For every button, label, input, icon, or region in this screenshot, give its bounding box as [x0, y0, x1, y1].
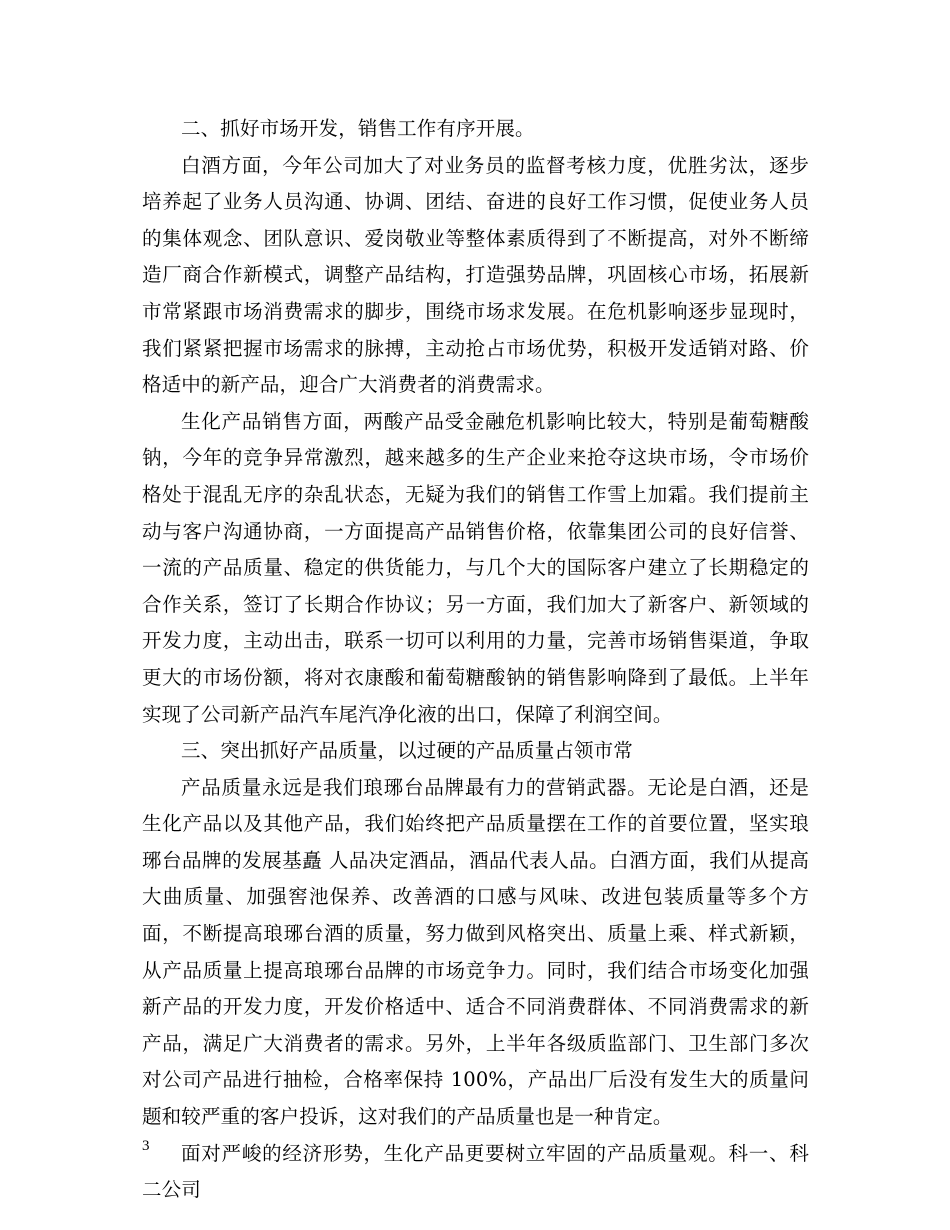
section-heading-quality: 三、突出抓好产品质量，以过硬的产品质量占领市常	[181, 739, 633, 763]
paragraph-biochem-sales: 生化产品销售方面，两酸产品受金融危机影响比较大，特别是葡萄糖酸钠，今年的竞争异常激烈，越来越多的生产企业来抢夺这块市场，令市场价格处于混乱无序的杂乱状态，无疑为我们的销售工作雪上加霜。我们提前主动与客户沟通协商，一方面提高产品销售价格，依靠集团公司的良好信誉、一流的产品质量、稳定的供货能力，与几个大的国际客户建立了长期稳定的合作关系，签订了长期合作协议；另一方面，我们加大了新客户、新领域的开发力度，主动出击，联系一切可以利用的力量，完善市场销售渠道，争取更大的市场份额，将对衣康酸和葡萄糖酸钠的销售影响降到了最低。上半年实现了公司新产品汽车尾汽净化液的出口，保障了利润空间。	[142, 409, 809, 726]
paragraph-economic-situation: 面对严峻的经济形势，生化产品更要树立牢固的产品质量观。科一、科二公司	[142, 1141, 809, 1202]
paragraph-liquor-sales: 白酒方面，今年公司加大了对业务员的监督考核力度，优胜劣汰，逐步培养起了业务人员沟通、协调、团结、奋进的良好工作习惯，促使业务人员的集体观念、团队意识、爱岗敬业等整体素质得到了不断提高，对外不断缔造厂商合作新模式，调整产品结构，打造强势品牌，巩固核心市场，拓展新市常紧跟市场消费需求的脚步，围绕市场求发展。在危机影响逐步显现时，我们紧紧把握市场需求的脉搏，主动抢占市场优势，积极开发适销对路、价格适中的新产品，迎合广大消费者的消费需求。	[142, 153, 809, 397]
paragraph-product-quality: 产品质量永远是我们琅琊台品牌最有力的营销武器。无论是白酒，还是生化产品以及其他产品，我们始终把产品质量摆在工作的首要位置，坚实琅琊台品牌的发展基矗 人品决定酒品，酒品代表人品。白酒方面，我们从提高大曲质量、加强窖池保养、改善酒的口感与风味、改进包装质量等多个方面，不断提高琅琊台酒的质量，努力做到风格突出、质量上乘、样式新颖，从产品质量上提高琅琊台品牌的市场竞争力。同时，我们结合市场变化加强新产品的开发力度，开发价格适中、适合不同消费群体、不同消费需求的新产品，满足广大消费者的需求。另外，上半年各级质监部门、卫生部门多次对公司产品进行抽检，合格率保持 100%，产品出厂后没有发生大的质量问题和较严重的客户投诉，这对我们的产品质量也是一种肯定。	[142, 775, 809, 1129]
section-heading-market: 二、抓好市场开发，销售工作有序开展。	[181, 117, 535, 140]
page-number: 3	[142, 1138, 150, 1154]
document-body	[142, 111, 809, 1209]
